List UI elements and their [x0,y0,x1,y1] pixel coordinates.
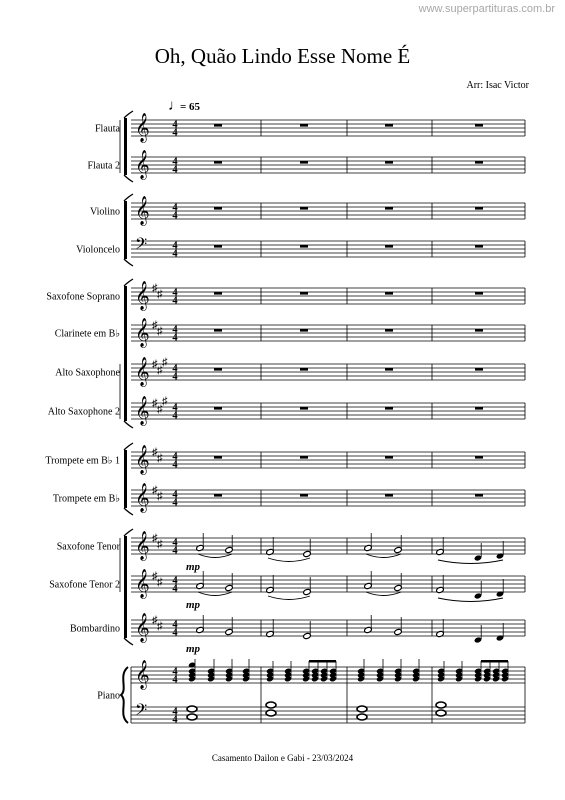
whole-rest [385,161,393,164]
time-signature-top: 4 [172,666,178,678]
whole-rest [214,494,222,497]
dynamic-mp: mp [186,561,201,573]
time-signature-bottom: 4 [172,371,178,383]
beam [481,660,508,663]
arranger-credit: Arr: Isac Victor [466,80,529,91]
bracket-trumpets-bottom-hook [124,508,133,515]
time-signature-bottom: 4 [172,497,178,509]
time-signature-bottom: 4 [172,714,178,726]
clefs [135,114,150,724]
treble-clef-icon: 𝄞 [135,197,150,225]
treble-clef-icon: 𝄞 [135,358,150,386]
piano-brace [121,667,128,723]
whole-rest [385,292,393,295]
whole-rest [300,207,308,210]
page-title: Oh, Quão Lindo Esse Nome É [154,44,411,68]
sharp-icon: ♯ [152,614,158,627]
time-signature-top: 4 [172,119,178,131]
notes [187,124,509,720]
instrument-label: Flauta [95,123,120,135]
bracket-high-winds [124,286,127,421]
slur [438,560,503,564]
bracket-strings-top-hook [124,194,133,201]
barlines [131,120,525,723]
time-signature-bottom: 4 [172,627,178,639]
time-signature-bottom: 4 [172,295,178,307]
bracket-trumpets-top-hook [124,443,133,450]
bracket-low-winds-bottom-hook [124,638,133,645]
sharp-icon: ♯ [157,576,163,589]
time-signature-top: 4 [172,156,178,168]
instrument-label: Flauta 2 [87,160,120,172]
whole-rest [385,245,393,248]
time-signature-top: 4 [172,619,178,631]
sharp-icon: ♯ [152,319,158,332]
treble-clef-icon: 𝄞 [135,282,150,310]
whole-rest [475,207,483,210]
sharp-icon: ♯ [162,395,168,408]
time-signature-top: 4 [172,706,178,718]
beam [309,660,336,663]
whole-note [266,710,276,716]
whole-rest [300,124,308,127]
instrument-label: Alto Saxophone 2 [47,406,120,418]
sharp-icon: ♯ [157,288,163,301]
sharp-icon: ♯ [157,490,163,503]
whole-rest [475,494,483,497]
whole-rest [300,494,308,497]
instrument-label: Trompete em B♭ [52,493,120,505]
whole-rest [385,456,393,459]
treble-clef-icon: 𝄞 [135,661,150,689]
time-signature-top: 4 [172,575,178,587]
sharp-icon: ♯ [157,403,163,416]
whole-rest [475,292,483,295]
time-signature-bottom: 4 [172,410,178,422]
whole-note [357,706,367,712]
whole-rest [475,368,483,371]
whole-rest [214,329,222,332]
tempo-marking [168,98,201,114]
whole-note [436,710,446,716]
slur [268,558,310,562]
sharp-icon: ♯ [157,620,163,633]
instrument-label: Alto Saxophone [55,367,120,379]
treble-clef-icon: 𝄞 [135,319,150,347]
instrument-label: Bombardino [70,623,120,635]
whole-rest [300,292,308,295]
time-signatures [172,120,178,726]
sharp-icon: ♯ [162,356,168,369]
instrument-label: Trompete em B♭ 1 [45,455,120,467]
instrument-label: Violino [90,206,120,218]
bracket-strings [124,201,127,259]
time-signature-top: 4 [172,324,178,336]
sharp-icon: ♯ [152,484,158,497]
slur [268,596,310,600]
slur [198,554,232,558]
staves [131,120,525,723]
bass-clef-icon: 𝄢 [135,236,148,257]
instrument-label: Clarinete em B♭ [54,328,120,340]
bracket-flutes [124,118,127,175]
whole-rest [385,494,393,497]
sharp-icon: ♯ [152,397,158,410]
bracket-high-winds-top-hook [124,279,133,286]
whole-rest [300,407,308,410]
sharp-icon: ♯ [157,364,163,377]
whole-rest [385,207,393,210]
instrument-label-piano: Piano [97,690,120,702]
dynamics [186,561,201,655]
whole-rest [475,407,483,410]
time-signature-top: 4 [172,363,178,375]
bracket-flutes-top-hook [124,111,133,118]
sharp-icon: ♯ [152,570,158,583]
instrument-label: Saxofone Tenor [56,541,120,553]
bracket-trumpets [124,450,127,508]
whole-note [187,706,197,712]
whole-note [357,714,367,720]
site-watermark: www.superpartituras.com.br [418,3,555,15]
bracket-strings-bottom-hook [124,259,133,266]
whole-note [187,714,197,720]
sharp-icon: ♯ [152,282,158,295]
whole-rest [214,245,222,248]
treble-clef-icon: 𝄞 [135,570,150,598]
bracket-low-winds [124,536,127,638]
treble-clef-icon: 𝄞 [135,484,150,512]
whole-rest [385,329,393,332]
slur [438,598,503,602]
whole-rest [300,245,308,248]
slur [366,554,401,558]
whole-rest [385,124,393,127]
dynamic-mp: mp [186,643,201,655]
time-signature-bottom: 4 [172,210,178,222]
treble-clef-icon: 𝄞 [135,114,150,142]
time-signature-bottom: 4 [172,583,178,595]
treble-clef-icon: 𝄞 [135,532,150,560]
bracket-high-winds-bottom-hook [124,421,133,428]
time-signature-top: 4 [172,240,178,252]
whole-rest [300,329,308,332]
sharp-icon: ♯ [152,532,158,545]
whole-rest [475,245,483,248]
whole-rest [475,456,483,459]
time-signature-bottom: 4 [172,674,178,686]
time-signature-bottom: 4 [172,248,178,260]
time-signature-bottom: 4 [172,332,178,344]
whole-rest [300,161,308,164]
whole-rest [300,368,308,371]
tempo-note-glyph: ♩ [168,98,183,114]
whole-rest [300,456,308,459]
whole-rest [214,456,222,459]
whole-rest [385,368,393,371]
whole-rest [385,407,393,410]
sharp-icon: ♯ [157,538,163,551]
tempo-text: = 65 [180,101,201,113]
whole-rest [475,124,483,127]
slur [366,592,401,596]
time-signature-bottom: 4 [172,545,178,557]
whole-rest [214,124,222,127]
time-signature-top: 4 [172,287,178,299]
time-signature-bottom: 4 [172,164,178,176]
sharp-icon: ♯ [157,452,163,465]
whole-rest [214,207,222,210]
dynamic-mp: mp [186,599,201,611]
treble-clef-icon: 𝄞 [135,397,150,425]
bracket-flutes-bottom-hook [124,175,133,182]
time-signature-bottom: 4 [172,127,178,139]
slur [198,592,232,596]
time-signature-top: 4 [172,489,178,501]
sharp-icon: ♯ [157,325,163,338]
time-signature-bottom: 4 [172,459,178,471]
whole-rest [214,407,222,410]
sharp-icon: ♯ [152,446,158,459]
instrument-labels [45,124,120,702]
bass-clef-icon: 𝄢 [135,702,148,723]
sharp-icon: ♯ [152,358,158,371]
time-signature-top: 4 [172,402,178,414]
time-signature-top: 4 [172,537,178,549]
treble-clef-icon: 𝄞 [135,446,150,474]
whole-rest [475,329,483,332]
bracket-low-winds-top-hook [124,529,133,536]
time-signature-top: 4 [172,451,178,463]
whole-rest [214,292,222,295]
instrument-label: Saxofone Soprano [46,291,120,303]
instrument-label: Violoncelo [76,244,120,256]
treble-clef-icon: 𝄞 [135,151,150,179]
whole-rest [475,161,483,164]
whole-note [436,702,446,708]
whole-rest [214,368,222,371]
time-signature-top: 4 [172,202,178,214]
treble-clef-icon: 𝄞 [135,614,150,642]
whole-note [266,702,276,708]
whole-rest [214,161,222,164]
page-footer: Casamento Dailon e Gabi - 23/03/2024 [211,753,354,763]
instrument-label: Saxofone Tenor 2 [49,579,120,591]
